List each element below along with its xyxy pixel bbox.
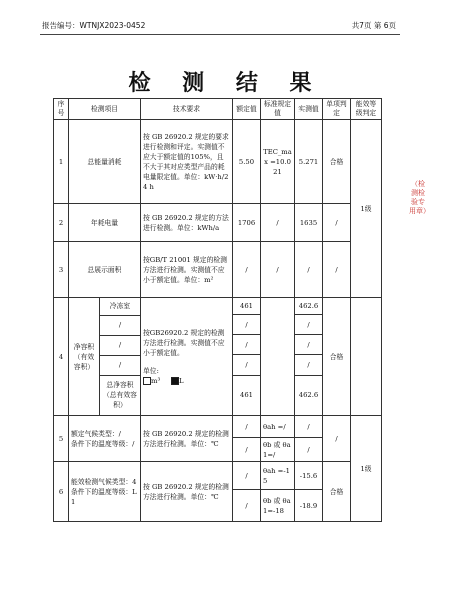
item-temp-grade: 条件下的温度等级：/ xyxy=(71,439,135,448)
cell-measured: 1635 xyxy=(295,204,323,242)
cell-judgement: 合格 xyxy=(323,298,351,416)
header-requirement: 技术要求 xyxy=(141,99,233,120)
report-number: 报告编号：WTNJX2023-0452 xyxy=(42,21,146,30)
cell-requirement: 按 GB 26920.2 规定的方法进行检测。单位：kWh/a xyxy=(141,204,233,242)
unit-m3-checkbox-unchecked xyxy=(143,377,151,385)
subitem-label: / xyxy=(100,355,141,375)
cell-measured: / xyxy=(295,315,323,335)
cell-measured: 5.271 xyxy=(295,120,323,204)
unit-m3-label: m³ xyxy=(151,376,161,385)
page-info: 共7页 第 6页 xyxy=(351,21,396,30)
subitem-label: / xyxy=(100,335,141,355)
cell-no: 6 xyxy=(54,462,69,522)
item-temp-grade: 条件下的温度等级：L1 xyxy=(71,487,137,506)
cell-measured: 462.6 xyxy=(295,298,323,315)
cell-grade-upper: 1级 xyxy=(351,120,382,298)
cell-requirement: 按 GB 26920.2 规定的要求进行检测和评定。实测值不应大于额定值的105%，且不大于其对应类型产品的耗电量限定值。单位：kW·h/24 h xyxy=(141,120,233,204)
cell-measured: / xyxy=(295,242,323,298)
cell-no: 2 xyxy=(54,204,69,242)
cell-item: 总能量消耗 xyxy=(69,120,141,204)
unit-label: 单位: xyxy=(143,366,159,375)
cell-no: 3 xyxy=(54,242,69,298)
header-divider xyxy=(40,34,400,35)
cell-requirement: 按GB/T 21001 规定的检测方法进行检测。实测值不应小于额定值。单位：m² xyxy=(141,242,233,298)
cell-limit: θb 或 θa1=-18 xyxy=(261,490,295,522)
cell-rated: 5.50 xyxy=(233,120,261,204)
requirement-text: 按GB26920.2 规定的检测方法进行检测。实测值不应小于额定值。 xyxy=(143,328,225,357)
cell-requirement: 按 GB 26920.2 规定的检测方法进行检测。单位：℃ xyxy=(141,416,233,462)
inspection-stamp: （检测检验专用章） xyxy=(409,180,430,215)
header-measured: 实测值 xyxy=(295,99,323,120)
cell-rated: / xyxy=(233,416,261,438)
cell-item xyxy=(69,416,141,462)
cell-grade-empty xyxy=(351,298,382,416)
cell-item: 净容积（有效容积） xyxy=(69,298,100,415)
cell-rated: / xyxy=(233,438,261,462)
cell-grade-lower: 1级 xyxy=(351,416,382,522)
results-table xyxy=(53,98,382,522)
subitem-label: 冷冻室 xyxy=(100,298,141,315)
table-row xyxy=(54,416,382,438)
cell-limit: / xyxy=(261,204,295,242)
cell-rated: 461 xyxy=(233,375,261,415)
cell-rated: / xyxy=(233,315,261,335)
item-climate-type: 额定气候类型：/ xyxy=(71,429,121,438)
table-row xyxy=(54,242,382,298)
cell-measured: -15.6 xyxy=(295,462,323,490)
item-climate-type: 能效检测气候类型：4 xyxy=(71,477,137,486)
table-row xyxy=(54,120,382,204)
cell-limit: TEC_max =10.021 xyxy=(261,120,295,204)
cell-measured: / xyxy=(295,438,323,462)
cell-no: 4 xyxy=(54,298,69,416)
unit-options xyxy=(143,376,230,386)
cell-requirement: 按 GB 26920.2 规定的检测方法进行检测。单位：℃ xyxy=(141,462,233,522)
unit-l-checkbox-checked xyxy=(171,377,179,385)
cell-judgement: 合格 xyxy=(323,462,351,522)
cell-item: 总展示面积 xyxy=(69,242,141,298)
cell-item-group xyxy=(69,298,141,416)
cell-judgement: / xyxy=(323,416,351,462)
header-item: 检测项目 xyxy=(69,99,141,120)
cell-limit: θah =-15 xyxy=(261,462,295,490)
unit-l-label: L xyxy=(178,376,184,385)
header-no: 序号 xyxy=(54,99,69,120)
cell-judgement: 合格 xyxy=(323,120,351,204)
header-standard-limit: 标准规定值 xyxy=(261,99,295,120)
cell-rated: / xyxy=(233,490,261,522)
cell-limit-empty xyxy=(261,298,295,416)
table-row xyxy=(54,462,382,490)
cell-item xyxy=(69,462,141,522)
subitem-label: / xyxy=(100,315,141,335)
table-row xyxy=(54,204,382,242)
page-title: 检 测 结 果 xyxy=(128,70,324,96)
subitem-table xyxy=(69,298,140,415)
header-single-judgement: 单项判定 xyxy=(323,99,351,120)
cell-rated: 461 xyxy=(233,298,261,315)
cell-rated: 1706 xyxy=(233,204,261,242)
cell-measured: -18.9 xyxy=(295,490,323,522)
cell-no: 5 xyxy=(54,416,69,462)
header-rated: 额定值 xyxy=(233,99,261,120)
table-row xyxy=(54,298,382,315)
cell-judgement: / xyxy=(323,242,351,298)
cell-rated: / xyxy=(233,242,261,298)
cell-rated: / xyxy=(233,462,261,490)
cell-measured: / xyxy=(295,335,323,355)
header-grade-judgement: 能效等级判定 xyxy=(351,99,382,120)
table-header-row xyxy=(54,99,382,120)
cell-limit: θb 或 θa1=/ xyxy=(261,438,295,462)
cell-measured: 462.6 xyxy=(295,375,323,415)
subitem-label: 总净容积（总有效容积） xyxy=(103,381,137,410)
cell-judgement: / xyxy=(323,204,351,242)
cell-measured: / xyxy=(295,416,323,438)
cell-measured: / xyxy=(295,355,323,375)
cell-limit: / xyxy=(261,242,295,298)
cell-no: 1 xyxy=(54,120,69,204)
cell-rated: / xyxy=(233,335,261,355)
cell-requirement xyxy=(141,298,233,416)
cell-rated: / xyxy=(233,355,261,375)
cell-item: 年耗电量 xyxy=(69,204,141,242)
cell-limit: θah =/ xyxy=(261,416,295,438)
